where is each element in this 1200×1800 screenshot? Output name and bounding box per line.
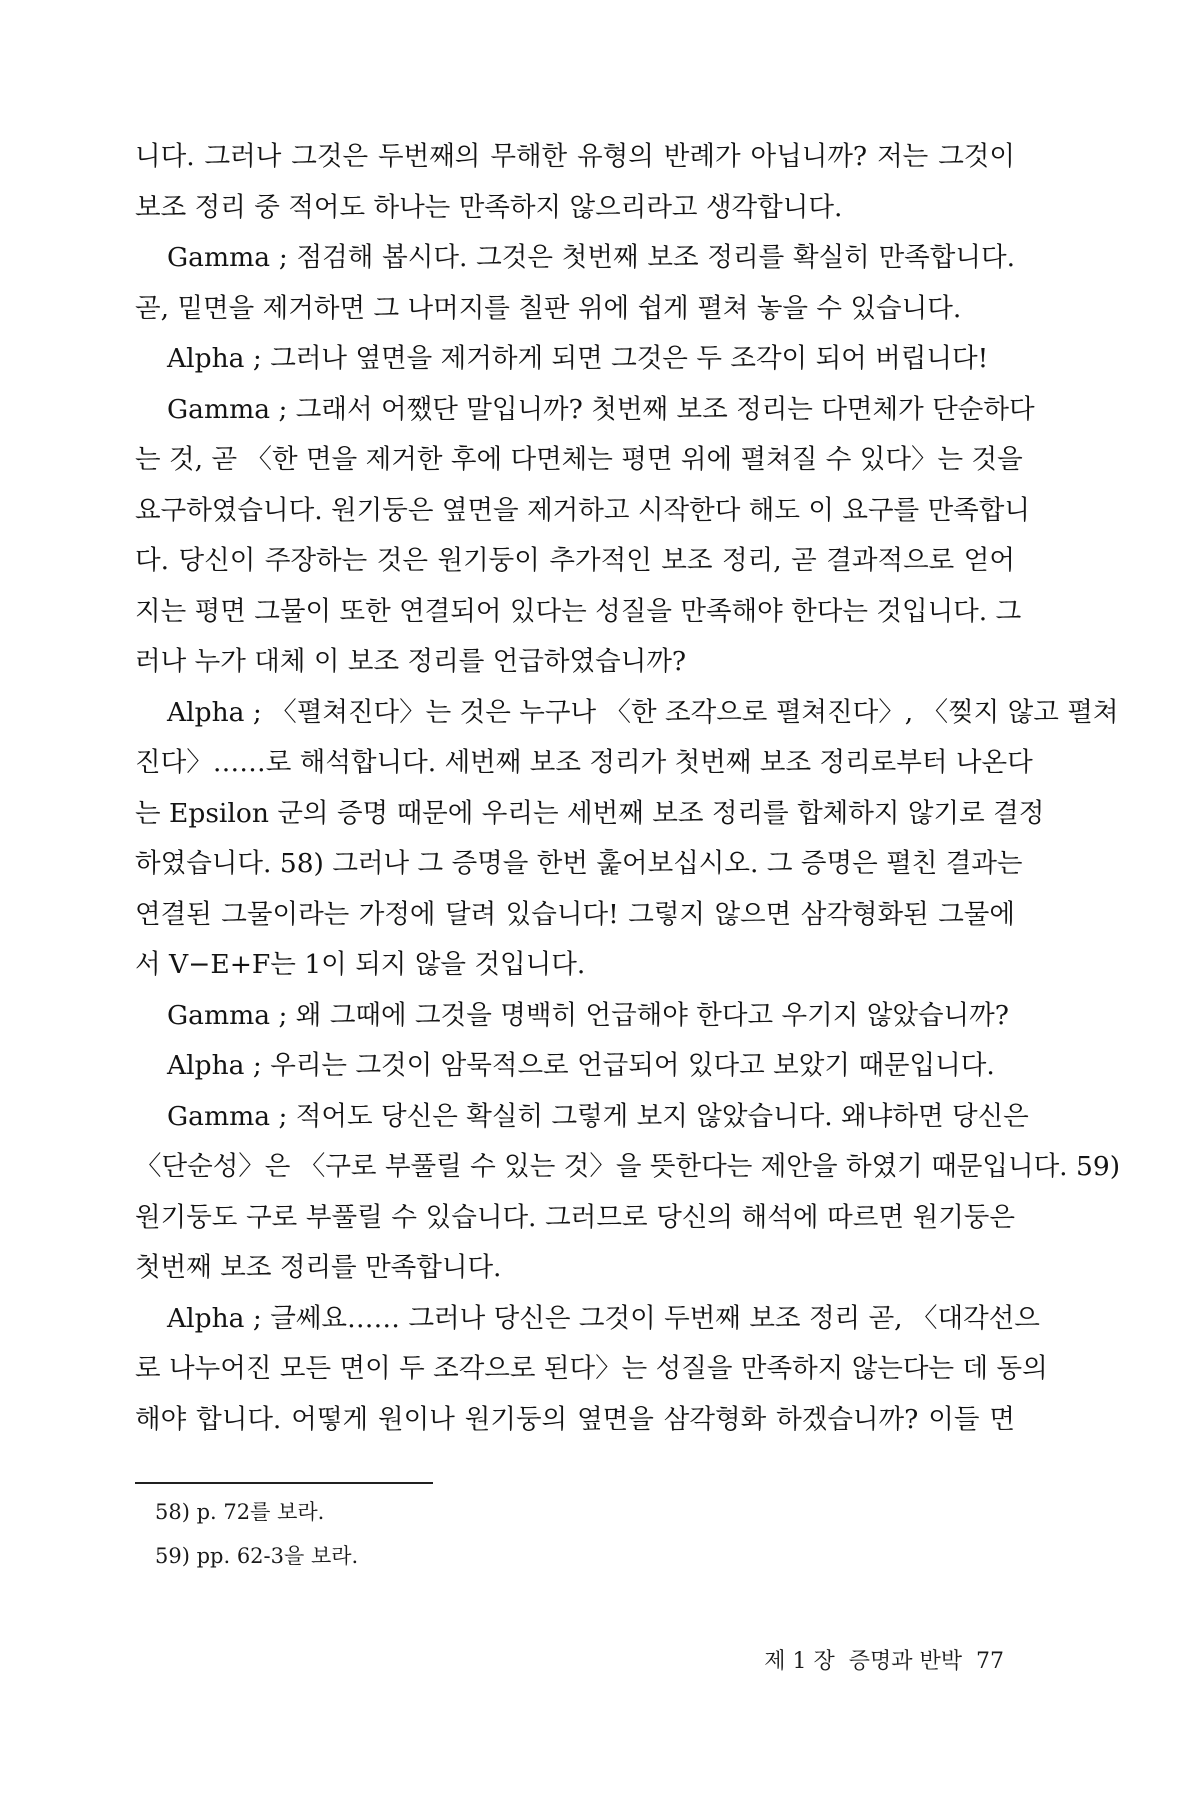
text-line: 첫번째 보조 정리를 만족합니다.	[135, 1252, 502, 1283]
text-line: 러나 누가 대체 이 보조 정리를 언급하였습니까?	[135, 646, 687, 677]
chapter-label: 제 1 장	[764, 1649, 835, 1674]
text-line: 는 Epsilon 군의 증명 때문에 우리는 세번째 보조 정리를 합체하지 않기로 결정	[135, 797, 1045, 829]
text-line: 연결된 그물이라는 가정에 달려 있습니다! 그렇지 않으면 삼각형화된 그물에	[135, 898, 1015, 930]
page-number: 77	[976, 1649, 1004, 1674]
text-line: 지는 평면 그물이 또한 연결되어 있다는 성질을 만족해야 한다는 것입니다. 그	[135, 595, 1022, 627]
text-line: 곧, 밑면을 제거하면 그 나머지를 칠판 위에 쉽게 펼쳐 놓을 수 있습니다.	[135, 292, 962, 324]
footnote-58: 58) p. 72를 보라.	[155, 1500, 325, 1524]
text-line: Alpha ; 〈펼쳐진다〉는 것은 누구나 〈한 조각으로 펼쳐진다〉, 〈찢지 않고 펼쳐	[167, 696, 1119, 728]
footnote-59: 59) pp. 62-3을 보라.	[155, 1544, 359, 1568]
text-line: Gamma ; 점검해 봅시다. 그것은 첫번째 보조 정리를 확실히 만족합니다.	[167, 242, 1015, 273]
text-line: 원기둥도 구로 부풀릴 수 있습니다. 그러므로 당신의 해석에 따르면 원기둥은	[135, 1201, 1015, 1233]
text-line: Gamma ; 그래서 어쨌단 말입니까? 첫번째 보조 정리는 다면체가 단순하다	[167, 393, 1035, 425]
footnotes	[155, 1490, 855, 1578]
body-text	[135, 132, 1121, 1445]
text-line: 는 것, 곧 〈한 면을 제거한 후에 다면체는 평면 위에 펼쳐질 수 있다〉는 것을	[135, 444, 1023, 475]
text-line: 다. 당신이 주장하는 것은 원기둥이 추가적인 보조 정리, 곧 결과적으로 얻어	[135, 545, 1015, 576]
text-line: 요구하였습니다. 원기둥은 옆면을 제거하고 시작한다 해도 이 요구를 만족합니	[135, 494, 1030, 526]
text-line: 진다〉……로 해석합니다. 세번째 보조 정리가 첫번째 보조 정리로부터 나온다	[135, 747, 1033, 778]
text-line: 서 V−E+F는 1이 되지 않을 것입니다.	[135, 949, 586, 980]
footnote-divider	[135, 1482, 433, 1484]
text-line: 보조 정리 중 적어도 하나는 만족하지 않으리라고 생각합니다.	[135, 191, 843, 223]
text-line: 해야 합니다. 어떻게 원이나 원기둥의 옆면을 삼각형화 하겠습니까? 이들 면	[135, 1403, 1015, 1435]
text-line: Alpha ; 글쎄요…… 그러나 당신은 그것이 두번째 보조 정리 곧, 〈대각선으	[167, 1302, 1040, 1334]
text-line: 니다. 그러나 그것은 두번째의 무해한 유형의 반례가 아닙니까? 저는 그것이	[135, 141, 1015, 172]
text-line: 하였습니다. 58) 그러나 그 증명을 한번 훑어보십시오. 그 증명은 펼친 결과는	[135, 848, 1023, 879]
chapter-title: 증명과 반박	[848, 1649, 962, 1674]
text-line: 〈단순성〉은 〈구로 부풀릴 수 있는 것〉을 뜻한다는 제안을 하였기 때문입니다. 59)	[135, 1151, 1121, 1182]
text-line: Alpha ; 그러나 옆면을 제거하게 되면 그것은 두 조각이 되어 버립니다!	[167, 343, 989, 374]
text-line: 로 나누어진 모든 면이 두 조각으로 된다〉는 성질을 만족하지 않는다는 데 동의	[135, 1353, 1048, 1384]
running-footer	[750, 1644, 1004, 1675]
text-line: Gamma ; 왜 그때에 그것을 명백히 언급해야 한다고 우기지 않았습니까?	[167, 999, 1009, 1031]
text-line: Alpha ; 우리는 그것이 암묵적으로 언급되어 있다고 보았기 때문입니다.	[167, 1050, 995, 1081]
text-line: Gamma ; 적어도 당신은 확실히 그렇게 보지 않았습니다. 왜냐하면 당신은	[167, 1100, 1029, 1132]
